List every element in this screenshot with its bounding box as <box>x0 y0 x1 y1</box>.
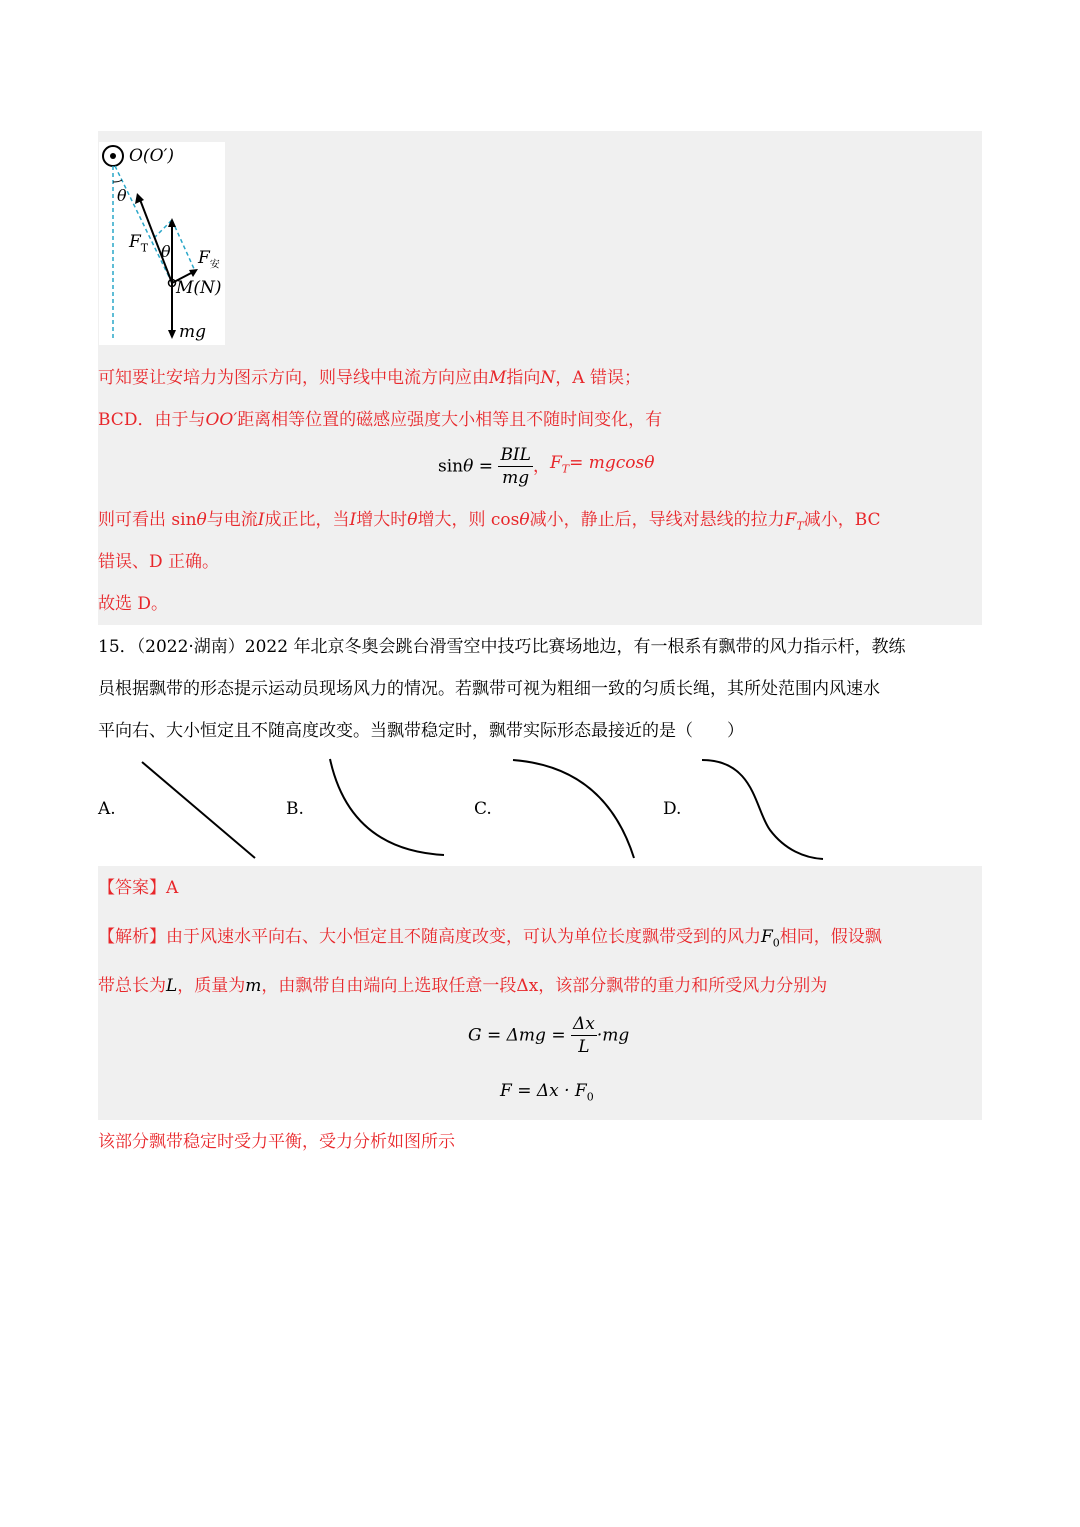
equation-F <box>500 1080 594 1108</box>
eqG-numerator: Δx <box>572 1014 595 1034</box>
eq-FT-sub: T <box>561 462 570 476</box>
angle-label-top: θ <box>117 186 127 205</box>
analysis-a2-b: ，质量为 <box>177 976 246 996</box>
eq-FT-text: F <box>549 453 562 474</box>
eqG-right: ·mg <box>596 1025 630 1046</box>
gravity-arrowhead <box>168 330 176 339</box>
line3-theta2: θ <box>407 510 418 530</box>
analysis-F0 <box>761 927 780 950</box>
solution-line-1-b: 指向 <box>506 368 541 388</box>
analysis-a2-c: ，由飘带自由端向上选取任意一段Δx，该部分飘带的重力和所受风力分别为 <box>261 976 828 996</box>
option-a-ribbon[interactable] <box>130 755 270 865</box>
eq-FT <box>549 453 655 476</box>
solution-N: N <box>540 368 556 388</box>
answer-value: A <box>166 878 179 898</box>
analysis-line-1 <box>98 926 882 954</box>
solution-M: M <box>489 368 507 388</box>
eqF-text: F = Δx · F <box>500 1081 587 1101</box>
analysis-last-line: 该部分飘带稳定时受力平衡，受力分析如图所示 <box>98 1132 455 1152</box>
ampere-label <box>198 248 220 270</box>
line3-theta: θ <box>196 510 207 530</box>
point-label: M(N) <box>176 278 222 298</box>
solution-OO: OO′ <box>205 410 238 430</box>
option-d-label[interactable]: D. <box>663 799 682 819</box>
solution-line-5: 故选 D。 <box>98 594 169 614</box>
option-c-ribbon-curve <box>513 760 634 858</box>
analysis-a1: 由于风速水平向右、大小恒定且不随高度改变，可认为单位长度飘带受到的风力 <box>166 927 761 947</box>
option-a-label[interactable]: A. <box>98 799 116 819</box>
eqG-denominator: L <box>578 1037 590 1057</box>
solution-line-4: 错误、D 正确。 <box>98 552 220 572</box>
angle-arc-top <box>113 180 122 182</box>
eq-equals: = <box>473 456 499 477</box>
solution-line-3-f: 减小，静止后，导线对悬线的拉力 <box>529 510 785 530</box>
option-d-ribbon-curve <box>702 760 823 859</box>
answer-line <box>98 877 178 899</box>
analysis-tag: 【解析】 <box>98 927 166 947</box>
analysis-a1-b: 相同，假设飘 <box>779 927 882 947</box>
analysis-a2-a: 带总长为 <box>98 976 166 996</box>
eq-denominator: mg <box>502 468 530 488</box>
eq-theta: θ <box>463 456 474 477</box>
eq-FT-rhs: = mgcosθ <box>569 453 655 474</box>
question-line-3: 平向右、大小恒定且不随高度改变。当飘带稳定时，飘带实际形态最接近的是（ ） <box>98 721 744 741</box>
solution-line-3-d: 增大时 <box>356 510 408 530</box>
tension-label-sub: T <box>140 241 149 255</box>
line3-theta3: θ <box>519 510 530 530</box>
solution-line-3-g: 减小，BC <box>803 510 881 530</box>
eqG-fraction <box>571 1013 597 1058</box>
gravity-label: mg <box>179 322 207 342</box>
tension-label <box>129 232 148 254</box>
line3-I2: I <box>349 510 357 530</box>
force-diagram <box>99 142 225 345</box>
eq-numerator: BIL <box>500 445 531 465</box>
line3-I: I <box>257 510 265 530</box>
solution-line-3-c: 成正比，当 <box>264 510 350 530</box>
option-c-label[interactable]: C. <box>474 799 492 819</box>
eq-fraction <box>498 444 533 489</box>
analysis-L: L <box>166 976 178 996</box>
solution-line-3-e: 增大，则 cos <box>417 510 520 530</box>
solution-line-3 <box>98 509 881 537</box>
pivot-label: O(O′) <box>129 146 174 166</box>
solution-line-3-a: 则可看出 sin <box>98 510 197 530</box>
option-a-ribbon-line <box>142 762 255 858</box>
pivot-dot <box>110 153 116 159</box>
analysis-m: m <box>245 976 262 996</box>
solution-line-2 <box>98 409 662 431</box>
line3-FT <box>784 510 804 533</box>
ampere-label-sub: 安 <box>209 259 220 271</box>
angle-label-mid: θ <box>161 242 171 261</box>
eqF-sub: 0 <box>586 1090 594 1104</box>
analysis-F0-sub: 0 <box>772 936 780 950</box>
solution-line-1 <box>98 367 641 389</box>
tension-label-text: F <box>129 232 141 252</box>
eq-comma: ， <box>532 456 550 477</box>
analysis-line-2 <box>98 975 827 997</box>
solution-line-2-b: 距离相等位置的磁感应强度大小相等且不随时间变化，有 <box>237 410 663 430</box>
solution-line-2-a: BCD．由于与 <box>98 410 206 430</box>
option-b-ribbon-curve <box>330 759 444 855</box>
option-d-ribbon[interactable] <box>695 755 835 865</box>
analysis-F0-text: F <box>761 927 773 947</box>
option-b-label[interactable]: B. <box>286 799 304 819</box>
solution-line-1-c: ，A 错误； <box>555 368 641 388</box>
ampere-label-text: F <box>198 248 210 268</box>
answer-tag: 【答案】 <box>98 878 166 898</box>
equation-G <box>468 1013 629 1058</box>
parallelogram-line-2 <box>154 220 172 238</box>
question-line-1: 15．（2022·湖南）2022 年北京冬奥会跳台滑雪空中技巧比赛场地边，有一根系有飘带的风力指示杆，教练 <box>98 637 906 657</box>
option-c-ribbon[interactable] <box>505 755 645 865</box>
solution-line-1-a: 可知要让安培力为图示方向，则导线中电流方向应由 <box>98 368 489 388</box>
suspension-line <box>115 166 172 283</box>
tension-arrowhead <box>135 193 144 204</box>
parallelogram-line <box>172 220 195 271</box>
line3-FT-sub: T <box>796 519 804 533</box>
eqG-left: G = Δmg = <box>468 1025 571 1046</box>
equation-sin-theta <box>438 444 654 489</box>
solution-line-3-b: 与电流 <box>206 510 258 530</box>
option-b-ribbon[interactable] <box>320 755 460 865</box>
eq-sin: sin <box>438 456 464 477</box>
question-line-2: 员根据飘带的形态提示运动员现场风力的情况。若飘带可视为粗细一致的匀质长绳，其所处范围内风速水 <box>98 679 880 699</box>
line3-FT-text: F <box>784 510 797 530</box>
